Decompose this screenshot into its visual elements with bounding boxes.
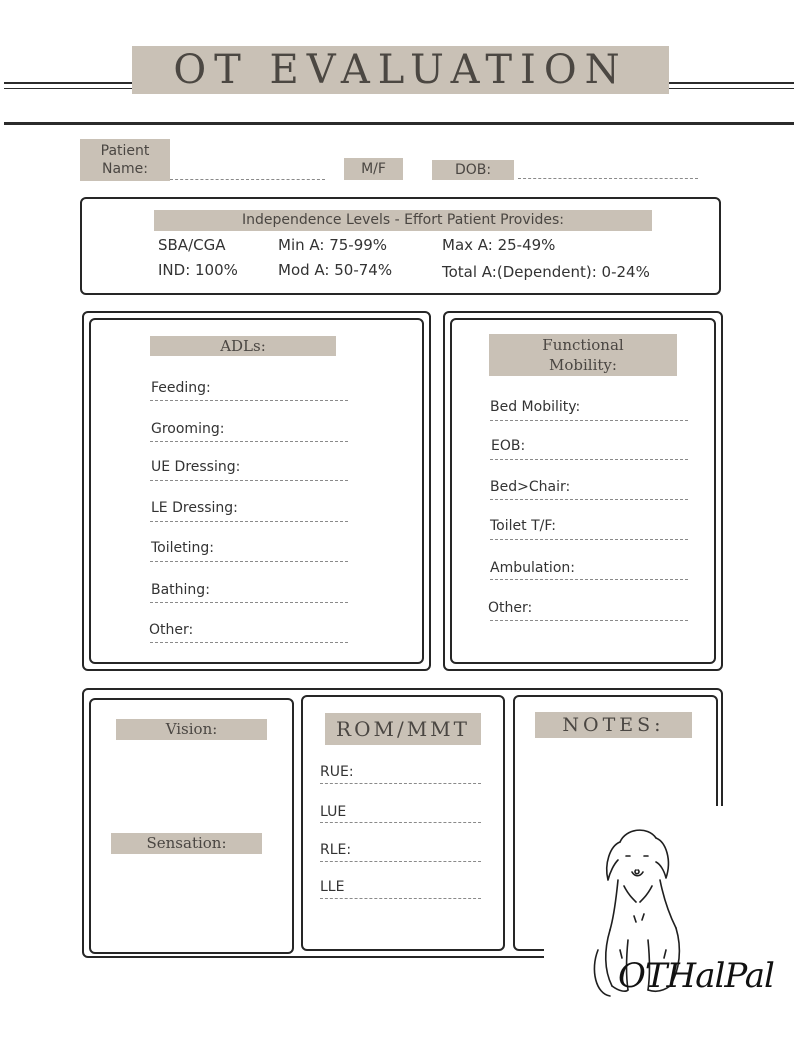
mob-bed-chair-label: Bed>Chair: bbox=[490, 479, 571, 495]
independence-heading: Independence Levels - Effort Patient Provides: bbox=[154, 210, 652, 231]
level-max: Max A: 25-49% bbox=[442, 236, 556, 254]
rom-heading: ROM/MMT bbox=[325, 713, 481, 745]
adl-le-dressing-label: LE Dressing: bbox=[151, 500, 238, 516]
logo-text: OTHalPal bbox=[618, 956, 774, 996]
patient-name-field[interactable] bbox=[170, 179, 325, 180]
level-min: Min A: 75-99% bbox=[278, 236, 388, 254]
adls-inner-box bbox=[89, 318, 424, 664]
mob-toilet-tf-field[interactable] bbox=[490, 539, 688, 540]
level-total: Total A:(Dependent): 0-24% bbox=[442, 263, 650, 281]
mobility-heading-line2: Mobility: bbox=[549, 356, 617, 374]
rom-lle-field[interactable] bbox=[320, 898, 481, 899]
adl-toileting-field[interactable] bbox=[150, 561, 348, 562]
mob-eob-field[interactable] bbox=[490, 459, 688, 460]
level-ind: IND: 100% bbox=[158, 261, 238, 279]
mobility-heading bbox=[489, 334, 677, 376]
adl-ue-dressing-field[interactable] bbox=[150, 480, 348, 481]
dob-field[interactable] bbox=[518, 178, 698, 179]
adls-heading: ADLs: bbox=[150, 336, 336, 356]
mob-ambulation-label: Ambulation: bbox=[490, 560, 575, 576]
header-rule-right-bottom bbox=[669, 88, 794, 89]
level-sba: SBA/CGA bbox=[158, 236, 226, 254]
adl-ue-dressing-label: UE Dressing: bbox=[151, 459, 241, 475]
page-title: OT EVALUATION bbox=[132, 46, 669, 94]
dob-label: DOB: bbox=[432, 160, 514, 180]
sex-label: M/F bbox=[344, 158, 403, 180]
rom-rle-field[interactable] bbox=[320, 861, 481, 862]
adl-toileting-label: Toileting: bbox=[151, 540, 214, 556]
notes-heading: NOTES: bbox=[535, 712, 692, 738]
header-rule-right-top bbox=[669, 82, 794, 84]
mob-other-field[interactable] bbox=[490, 620, 688, 621]
mob-bed-mobility-field[interactable] bbox=[490, 420, 688, 421]
mob-bed-mobility-label: Bed Mobility: bbox=[490, 399, 581, 415]
mob-other-label: Other: bbox=[488, 600, 533, 616]
patient-label-line1: Patient bbox=[100, 143, 150, 159]
vision-heading: Vision: bbox=[116, 719, 267, 740]
adl-feeding-field[interactable] bbox=[150, 400, 348, 401]
title-divider bbox=[4, 122, 794, 125]
mob-toilet-tf-label: Toilet T/F: bbox=[490, 518, 557, 534]
level-mod: Mod A: 50-74% bbox=[278, 261, 393, 279]
rom-rle-label: RLE: bbox=[320, 842, 352, 858]
mob-ambulation-field[interactable] bbox=[490, 579, 688, 580]
mobility-heading-line1: Functional bbox=[542, 336, 624, 354]
header-rule-left-top bbox=[4, 82, 132, 84]
rom-rue-label: RUE: bbox=[320, 764, 354, 780]
rom-lle-label: LLE bbox=[320, 879, 345, 895]
adl-other-field[interactable] bbox=[150, 642, 348, 643]
rom-lue-field[interactable] bbox=[320, 822, 481, 823]
adl-other-label: Other: bbox=[149, 622, 194, 638]
mob-bed-chair-field[interactable] bbox=[490, 499, 688, 500]
header-rule-left-bottom bbox=[4, 88, 132, 89]
adl-grooming-field[interactable] bbox=[150, 441, 348, 442]
adl-grooming-label: Grooming: bbox=[151, 421, 225, 437]
rom-rue-field[interactable] bbox=[320, 783, 481, 784]
patient-name-label bbox=[80, 139, 170, 181]
sensation-heading: Sensation: bbox=[111, 833, 262, 854]
adl-bathing-field[interactable] bbox=[150, 602, 348, 603]
adl-le-dressing-field[interactable] bbox=[150, 521, 348, 522]
mob-eob-label: EOB: bbox=[491, 438, 526, 454]
rom-lue-label: LUE bbox=[320, 804, 347, 820]
adl-bathing-label: Bathing: bbox=[151, 582, 210, 598]
patient-label-line2: Name: bbox=[101, 161, 149, 177]
adl-feeding-label: Feeding: bbox=[151, 380, 211, 396]
